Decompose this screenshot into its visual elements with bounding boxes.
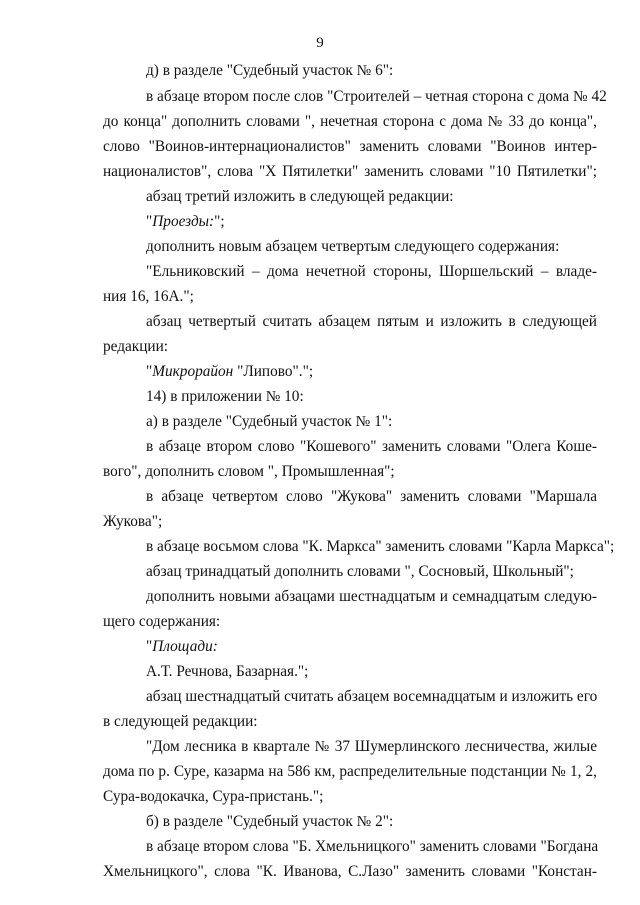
text-line: "Микрорайон "Липово"."; bbox=[146, 363, 314, 380]
text-line: дополнить новым абзацем четвертым следующего содержания: bbox=[146, 238, 560, 255]
text-line: "Площади: bbox=[146, 638, 218, 655]
text-line: в абзаце втором слова "Б. Хмельницкого" заменить словами "Богдана bbox=[146, 838, 599, 855]
text-line: Жукова"; bbox=[103, 513, 163, 530]
text-line: абзац четвертый считать абзацем пятым и изложить в следующей bbox=[146, 313, 597, 330]
text-line: А.Т. Речнова, Базарная."; bbox=[146, 663, 309, 680]
text-line: вого", дополнить словом ", Промышленная"; bbox=[103, 463, 395, 480]
text-line: в абзаце четвертом слово "Жукова" заменить словами "Маршала bbox=[146, 488, 597, 505]
text-line: в следующей редакции: bbox=[103, 713, 258, 730]
page-number: 9 bbox=[316, 35, 324, 51]
text-line: "Ельниковский – дома нечетной стороны, Шоршельский – владе- bbox=[146, 263, 597, 280]
italic-text: Площади: bbox=[152, 638, 218, 655]
text-line: дома по р. Суре, казарма на 586 км, распределительные подстанции № 1, 2, bbox=[103, 763, 597, 780]
text-line: слово "Воинов-интернационалистов" заменить словами "Воинов интер- bbox=[103, 138, 597, 155]
text-line: а) в разделе "Судебный участок № 1": bbox=[146, 413, 393, 430]
text-line: щего содержания: bbox=[103, 613, 221, 630]
text-line: абзац шестнадцатый считать абзацем восемнадцатым и изложить его bbox=[146, 688, 598, 705]
text-line: ния 16, 16А."; bbox=[103, 288, 194, 305]
text-line: дополнить новыми абзацами шестнадцатым и семнадцатым следую- bbox=[146, 588, 597, 605]
text-line: абзац тринадцатый дополнить словами ", Сосновый, Школьный"; bbox=[146, 563, 574, 580]
text-line: 14) в приложении № 10: bbox=[146, 388, 304, 405]
text-line: до конца" дополнить словами ", нечетная сторона с дома № 33 до конца", bbox=[103, 113, 597, 130]
text-line: абзац третий изложить в следующей редакции: bbox=[146, 188, 454, 205]
text-line: в абзаце втором после слов "Строителей – четная сторона с дома № 42 bbox=[146, 88, 607, 105]
text-line: в абзаце втором слово "Кошевого" заменить словами "Олега Коше- bbox=[146, 438, 597, 455]
text-line: "Дом лесника в квартале № 37 Шумерлинского лесничества, жилые bbox=[146, 738, 597, 755]
italic-text: Проезды: bbox=[152, 213, 215, 230]
text-line: Хмельницкого", слова "К. Иванова, С.Лазо" заменить словами "Констан- bbox=[103, 863, 597, 880]
italic-text: Микрорайон bbox=[152, 363, 234, 380]
text-line: "Проезды:"; bbox=[146, 213, 225, 230]
text-line: в абзаце восьмом слова "К. Маркса" заменить словами "Карла Маркса"; bbox=[146, 538, 615, 555]
text-line: д) в разделе "Судебный участок № 6": bbox=[146, 62, 394, 79]
text-line: националистов", слова "Х Пятилетки" заменить словами "10 Пятилетки"; bbox=[103, 163, 597, 180]
text-line: б) в разделе "Судебный участок № 2": bbox=[146, 813, 394, 830]
text-line: редакции: bbox=[103, 338, 169, 355]
text-line: Сура-водокачка, Сура-пристань."; bbox=[103, 788, 324, 805]
